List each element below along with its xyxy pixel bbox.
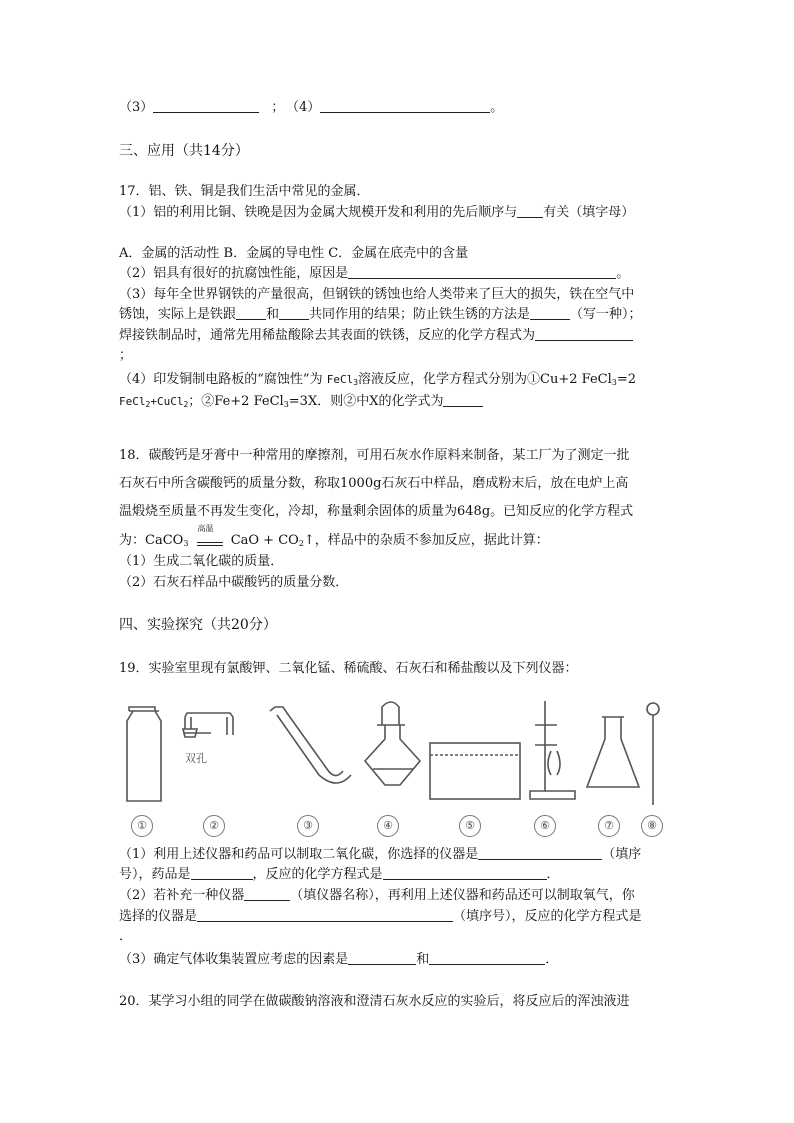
q19-stem: 19．实验室里现有氯酸钾、二氧化锰、稀硫酸、石灰石和稀盐酸以及下列仪器： xyxy=(119,661,578,676)
two-hole-stopper xyxy=(183,713,233,765)
q17-stem: 17．铝、铁、铜是我们生活中常见的金属． xyxy=(119,184,370,199)
answer-blank[interactable] xyxy=(517,205,543,218)
answer-blank[interactable] xyxy=(279,307,309,320)
water-trough xyxy=(430,743,520,799)
apparatus-label-5: ⑤ xyxy=(459,815,481,837)
q17-part2: （2）铝具有很好的抗腐蚀性能，原因是 。 xyxy=(119,266,630,281)
q18-line3: 温煅烧至质量不再发生变化，冷却，称量剩余固体的质量为648g。已知反应的化学方程式 xyxy=(119,504,634,519)
apparatus-label-1: ① xyxy=(131,815,153,837)
apparatus-figure xyxy=(115,695,675,810)
q19-part1-line2: 号），药品是 ，反应的化学方程式是 ． xyxy=(119,867,560,882)
long-neck-funnel xyxy=(647,703,659,805)
q17-part3-line1: （3）每年全世界钢铁的产量很高，但钢铁的锈蚀也给人类带来了巨大的损失，铁在空气中 xyxy=(119,287,635,302)
answer-blank[interactable] xyxy=(244,888,290,901)
conical-flask xyxy=(587,717,639,787)
q19-part1-line1: （1）利用上述仪器和药品可以制取二氧化碳，你选择的仪器是 （填序 xyxy=(119,847,642,862)
alcohol-lamp xyxy=(365,702,420,785)
apparatus-label-2: ② xyxy=(203,815,225,837)
section-4-title: 四、实验探究（共20分） xyxy=(119,617,277,633)
answer-blank[interactable] xyxy=(478,847,602,860)
heat-condition-arrow: 高温 xyxy=(197,536,223,546)
q18-part1: （1）生成二氧化碳的质量． xyxy=(119,554,284,569)
q19-part2-line3: ． xyxy=(119,929,133,944)
q17-options: A．金属的活动性 B．金属的导电性 C．金属在底壳中的含量 xyxy=(119,246,469,261)
q20-line1: 20．某学习小组的同学在做碳酸钠溶液和澄清石灰水反应的实验后，将反应后的浑浊液进 xyxy=(119,994,630,1009)
apparatus-label-8: ⑧ xyxy=(641,815,663,837)
answer-blank[interactable] xyxy=(535,328,633,341)
answer-blank[interactable] xyxy=(429,952,545,965)
q18-line2: 石灰石中所含碳酸钙的质量分数，称取1000g石灰石中样品，磨成粉末后，放在电炉上高 xyxy=(119,476,629,491)
delivery-tube xyxy=(270,707,351,783)
q18-line1: 18．碳酸钙是牙膏中一种常用的摩擦剂，可用石灰水作原料来制备，某工厂为了测定一批 xyxy=(119,448,630,463)
section-3-title: 三、应用（共14分） xyxy=(119,143,249,159)
q17-part3-line2: 锈蚀，实际上是铁跟 和 共同作用的结果；防止铁生锈的方法是 （写一种）； xyxy=(119,307,642,322)
q17-part4-line2: FeCl$_2$+CuCl$_2$；②Fe+2 FeCl$_3$=3X．则②中X的化学式为 xyxy=(119,394,483,413)
q19-part3: （3）确定气体收集装置应考虑的因素是 和 ． xyxy=(119,952,559,967)
q19-part2-line2: 选择的仪器是 （填序号），反应的化学方程式是 xyxy=(119,909,642,924)
answer-blank[interactable] xyxy=(383,867,547,880)
answer-blank[interactable] xyxy=(320,100,490,113)
answer-blank[interactable] xyxy=(348,952,416,965)
q17-part4-line1: （4）印发铜制电路板的“腐蚀性”为 FeCl$_3$溶液反应，化学方程式分别为①Cu+2 FeCl$_3$=2 xyxy=(119,372,637,387)
q17-part3-line4: ； xyxy=(119,348,133,363)
iron-stand xyxy=(530,701,575,799)
answer-blank[interactable] xyxy=(348,266,616,279)
apparatus-label-6: ⑥ xyxy=(534,815,556,837)
q19-part2-line1: （2）若补充一种仪器 （填仪器名称），再利用上述仪器和药品还可以制取氧气，你 xyxy=(119,888,635,903)
q18-equation-line: 为：CaCO$_3$ 高温 CaO + $CO_2↑$，样品中的杂质不参加反应，据此计算： xyxy=(119,524,549,548)
apparatus-label-3: ③ xyxy=(297,815,319,837)
q17-part1: （1）铝的利用比铜、铁晚是因为金属大规模开发和利用的先后顺序与 有关（填字母） xyxy=(119,205,635,220)
q17-part3-line3: 焊接铁制品时，通常先用稀盐酸除去其表面的铁锈，反应的化学方程式为 xyxy=(119,328,633,344)
answer-blank[interactable] xyxy=(443,394,483,407)
answer-blank[interactable] xyxy=(530,307,570,320)
q18-part2: （2）石灰石样品中碳酸钙的质量分数． xyxy=(119,575,349,590)
answer-blank[interactable] xyxy=(153,100,259,113)
stopper-label: 双孔 xyxy=(185,752,207,765)
apparatus-label-4: ④ xyxy=(377,815,399,837)
answer-blank[interactable] xyxy=(197,909,453,922)
q16-answer-line: （3） ； （4） 。 xyxy=(119,100,504,115)
apparatus-label-7: ⑦ xyxy=(598,815,620,837)
answer-blank[interactable] xyxy=(191,867,253,880)
gas-jar xyxy=(127,707,161,801)
answer-blank[interactable] xyxy=(236,307,266,320)
